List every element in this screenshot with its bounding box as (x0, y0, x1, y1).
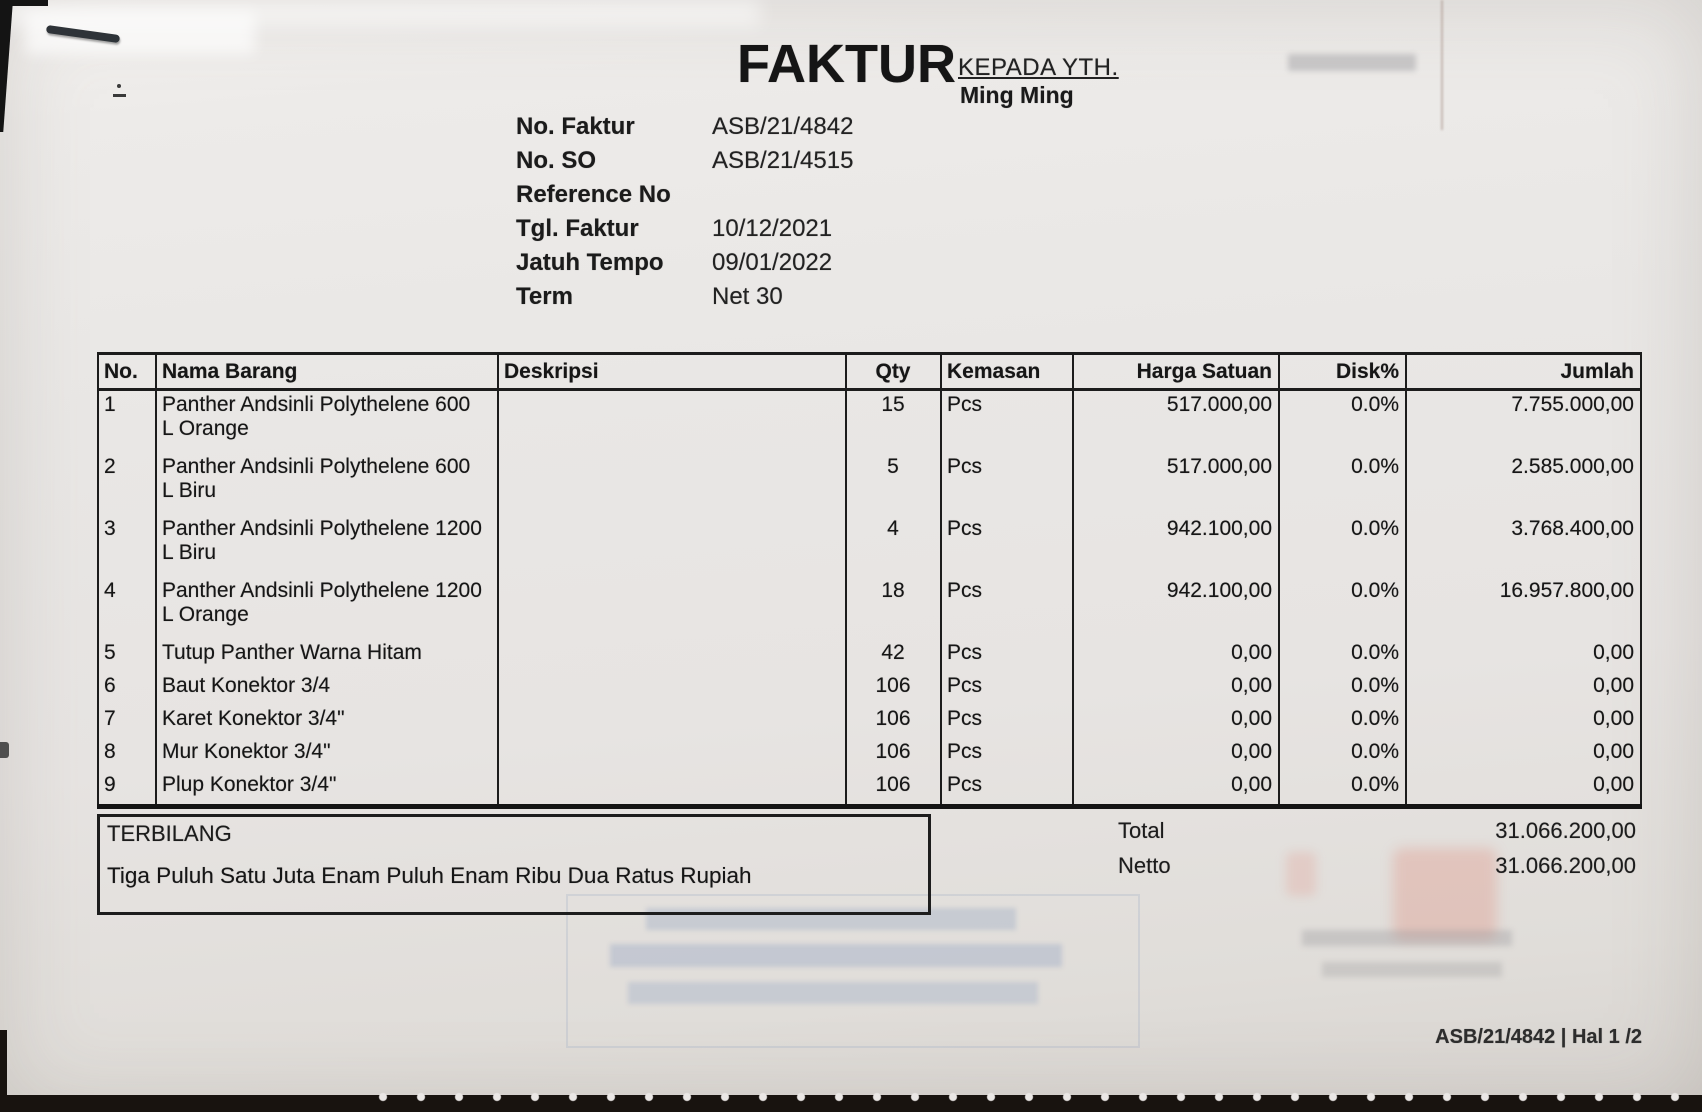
cell-disk: 0.0% (1279, 390, 1406, 454)
scanner-bottom-left-edge (0, 1030, 7, 1112)
cell-kemasan: Pcs (941, 515, 1073, 577)
cell-deskripsi (498, 672, 846, 705)
cell-qty: 4 (846, 515, 941, 577)
cell-deskripsi (498, 453, 846, 515)
cell-disk: 0.0% (1279, 515, 1406, 577)
cell-deskripsi (498, 738, 846, 771)
recipient-label: KEPADA YTH. (958, 54, 1119, 81)
meta-label: No. SO (516, 147, 597, 174)
meta-row (516, 110, 1036, 144)
cell-no: 7 (98, 705, 156, 738)
cell-no: 3 (98, 515, 156, 577)
cell-disk: 0.0% (1279, 639, 1406, 672)
cell-disk: 0.0% (1279, 771, 1406, 807)
cell-jumlah: 0,00 (1406, 771, 1641, 807)
cell-harga: 0,00 (1073, 771, 1279, 807)
cell-disk: 0.0% (1279, 577, 1406, 639)
scanner-corner-shadow (0, 0, 13, 132)
cell-harga: 0,00 (1073, 639, 1279, 672)
cell-deskripsi (498, 515, 846, 577)
netto-value: 31.066.200,00 (1495, 853, 1636, 878)
item-name: Panther Andsinli Polythelene 600 L Orange (162, 393, 471, 440)
cell-jumlah: 3.768.400,00 (1406, 515, 1641, 577)
netto-label: Netto (1118, 853, 1171, 878)
meta-row (516, 246, 1036, 280)
bleedthrough-stamp-box (566, 894, 1140, 1048)
cell-kemasan: Pcs (941, 738, 1073, 771)
table-row (98, 453, 1641, 515)
amount-in-words: Tiga Puluh Satu Juta Enam Puluh Enam Ribu Dua Ratus Rupiah (107, 863, 752, 888)
table-row (98, 771, 1641, 807)
cell-kemasan: Pcs (941, 390, 1073, 454)
cell-jumlah: 7.755.000,00 (1406, 390, 1641, 454)
cell-qty: 106 (846, 771, 941, 807)
cell-disk: 0.0% (1279, 453, 1406, 515)
column-header-kemasan: Kemasan (941, 354, 1073, 390)
cell-nama (156, 705, 498, 738)
recipient-name: Ming Ming (960, 82, 1074, 108)
table-row (98, 672, 1641, 705)
paper-crease (1441, 0, 1443, 130)
item-name: Karet Konektor 3/4" (162, 707, 345, 730)
column-header-qty: Qty (846, 354, 941, 390)
cell-nama (156, 577, 498, 639)
page-footer-reference: ASB/21/4842 | Hal 1 /2 (1435, 1026, 1642, 1048)
meta-label: No. Faktur (516, 113, 635, 140)
cell-disk: 0.0% (1279, 672, 1406, 705)
pen-mark-dash (113, 94, 126, 97)
meta-label: Jatuh Tempo (516, 249, 664, 276)
table-row (98, 515, 1641, 577)
cell-qty: 106 (846, 672, 941, 705)
column-header-jumlah: Jumlah (1406, 354, 1641, 390)
item-name: Baut Konektor 3/4 (162, 674, 331, 697)
cell-jumlah: 0,00 (1406, 738, 1641, 771)
cell-jumlah: 2.585.000,00 (1406, 453, 1641, 515)
meta-row (516, 144, 1036, 178)
cell-deskripsi (498, 577, 846, 639)
document-title: FAKTUR (737, 34, 956, 94)
table-row (98, 738, 1641, 771)
terbilang-label: TERBILANG (107, 821, 232, 846)
cell-no: 2 (98, 453, 156, 515)
item-name: Tutup Panther Warna Hitam (162, 641, 422, 664)
cell-no: 9 (98, 771, 156, 807)
meta-value: ASB/21/4842 (712, 113, 854, 140)
cell-nama (156, 453, 498, 515)
total-value: 31.066.200,00 (1495, 818, 1636, 843)
bleedthrough-gray-line (1322, 962, 1502, 977)
bleedthrough-text-smudge (1288, 54, 1416, 71)
cell-harga: 0,00 (1073, 738, 1279, 771)
total-label: Total (1118, 818, 1165, 843)
item-name: Panther Andsinli Polythelene 1200 L Biru (162, 517, 482, 564)
bleedthrough-line (610, 944, 1062, 967)
cell-kemasan: Pcs (941, 672, 1073, 705)
cell-kemasan: Pcs (941, 771, 1073, 807)
cell-jumlah: 0,00 (1406, 639, 1641, 672)
meta-label: Term (516, 283, 573, 310)
meta-value: ASB/21/4515 (712, 147, 854, 174)
bleedthrough-gray-line (1302, 930, 1512, 946)
column-header-nama: Nama Barang (156, 354, 498, 390)
pen-mark-dot (117, 84, 121, 88)
cell-nama (156, 515, 498, 577)
cell-nama (156, 639, 498, 672)
cell-deskripsi (498, 390, 846, 454)
column-header-deskripsi: Deskripsi (498, 354, 846, 390)
cell-deskripsi (498, 771, 846, 807)
cell-deskripsi (498, 639, 846, 672)
cell-jumlah: 0,00 (1406, 672, 1641, 705)
item-name: Plup Konektor 3/4" (162, 773, 337, 796)
cell-nama (156, 672, 498, 705)
cell-no: 8 (98, 738, 156, 771)
cell-kemasan: Pcs (941, 705, 1073, 738)
cell-no: 6 (98, 672, 156, 705)
cell-deskripsi (498, 705, 846, 738)
cell-disk: 0.0% (1279, 705, 1406, 738)
table-row (98, 705, 1641, 738)
scanner-bottom-edge (0, 1095, 1702, 1112)
cell-harga: 942.100,00 (1073, 577, 1279, 639)
bleedthrough-line (628, 982, 1038, 1004)
cell-kemasan: Pcs (941, 639, 1073, 672)
meta-value: 09/01/2022 (712, 249, 833, 276)
cell-jumlah: 0,00 (1406, 705, 1641, 738)
item-name: Panther Andsinli Polythelene 600 L Biru (162, 455, 471, 502)
scanner-edge-sliver (0, 0, 48, 6)
cell-jumlah: 16.957.800,00 (1406, 577, 1641, 639)
terbilang-box (97, 814, 931, 915)
cell-qty: 106 (846, 705, 941, 738)
cell-kemasan: Pcs (941, 577, 1073, 639)
invoice-meta (516, 110, 1036, 314)
table-row (98, 390, 1641, 454)
cell-harga: 942.100,00 (1073, 515, 1279, 577)
column-header-harga: Harga Satuan (1073, 354, 1279, 390)
cell-nama (156, 771, 498, 807)
cell-no: 5 (98, 639, 156, 672)
cell-qty: 18 (846, 577, 941, 639)
paper-light-band (0, 0, 760, 26)
cell-harga: 0,00 (1073, 705, 1279, 738)
meta-row (516, 280, 1036, 314)
column-header-disk: Disk% (1279, 354, 1406, 390)
column-header-no: No. (98, 354, 156, 390)
cell-nama (156, 390, 498, 454)
meta-label: Tgl. Faktur (516, 215, 639, 242)
edge-ink-mark (0, 742, 9, 758)
meta-row (516, 212, 1036, 246)
meta-label: Reference No (516, 181, 671, 208)
cell-kemasan: Pcs (941, 453, 1073, 515)
cell-qty: 42 (846, 639, 941, 672)
cell-qty: 15 (846, 390, 941, 454)
cell-no: 1 (98, 390, 156, 454)
cell-qty: 106 (846, 738, 941, 771)
cell-nama (156, 738, 498, 771)
cell-harga: 517.000,00 (1073, 453, 1279, 515)
cell-disk: 0.0% (1279, 738, 1406, 771)
item-name: Mur Konektor 3/4" (162, 740, 331, 763)
cell-harga: 517.000,00 (1073, 390, 1279, 454)
table-row (98, 639, 1641, 672)
cell-qty: 5 (846, 453, 941, 515)
cell-harga: 0,00 (1073, 672, 1279, 705)
meta-value: 10/12/2021 (712, 215, 833, 242)
cell-no: 4 (98, 577, 156, 639)
meta-value: Net 30 (712, 283, 783, 310)
items-table (97, 352, 1642, 809)
table-header-row (98, 354, 1641, 390)
item-name: Panther Andsinli Polythelene 1200 L Orange (162, 579, 482, 626)
meta-row (516, 178, 1036, 212)
table-row (98, 577, 1641, 639)
